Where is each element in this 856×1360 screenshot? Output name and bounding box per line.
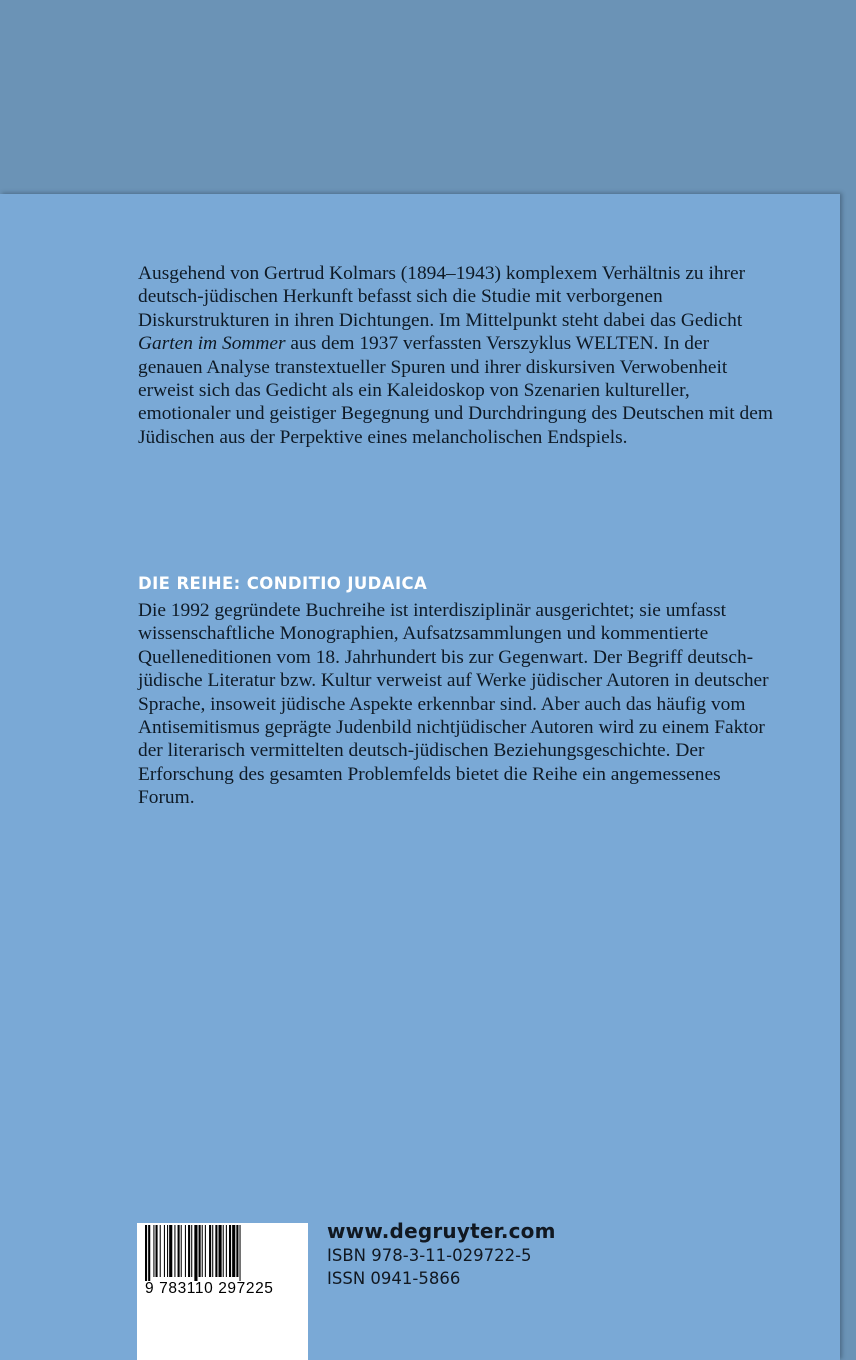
barcode-bar bbox=[226, 1225, 227, 1277]
barcode-bar bbox=[188, 1225, 190, 1277]
barcode-bar bbox=[209, 1225, 211, 1277]
barcode-bar bbox=[156, 1225, 158, 1277]
barcode-bars bbox=[137, 1223, 308, 1283]
series-description: Die 1992 gegründete Buchreihe ist interdisziplinär ausgerichtet; sie umfasst wissenschaftliche Monographien, Aufsatzsammlungen und kommentierte Quelleneditionen vom 18. Jahrhundert bis zur Gegenwart. Der Begriff deutsch-jüdische Literatur bzw. Kultur verweist auf Werke jüdischer Autoren in deutscher Sprache, insoweit jüdische Aspekte erkennbar sind. Aber auch das häufig vom Antisemitismus geprägte Judenbild nichtjüdischer Autoren wird zu einem Faktor der literarisch vermittelten deutsch-jüdischen Beziehungsgeschichte. Der Erforschung des gesamten Problemfelds bietet die Reihe ein angemessenes Forum. bbox=[138, 600, 769, 809]
barcode-bar bbox=[160, 1225, 161, 1277]
isbn-line: ISBN 978-3-11-029722-5 bbox=[327, 1246, 532, 1265]
barcode-bar bbox=[212, 1225, 213, 1277]
barcode-bar bbox=[223, 1225, 224, 1277]
barcode-bar bbox=[229, 1225, 231, 1277]
barcode-bar bbox=[169, 1225, 172, 1277]
barcode-bar bbox=[191, 1225, 192, 1277]
publisher-info bbox=[327, 1218, 556, 1290]
barcode-bar bbox=[185, 1225, 186, 1277]
barcode-number: 9 783110 297225 bbox=[145, 1280, 274, 1297]
barcode-bar bbox=[174, 1225, 175, 1277]
blurb-text-part2: aus dem 1937 verfassten Verszyklus WELTEN. In der genauen Analyse transtextueller Spuren und ihrer diskursiven Verwobenheit erweist sich das Gedicht als ein Kaleidoskop von Szenarien kultureller, emotionaler und geistiger Begegnung und Durchdringung des Deutschen mit dem Jüdischen aus der Perpektive eines melancholischen Endspiels. bbox=[138, 333, 773, 448]
issn-line: ISSN 0941-5866 bbox=[327, 1269, 461, 1288]
barcode-bar bbox=[181, 1225, 182, 1277]
barcode-bar bbox=[205, 1225, 206, 1277]
barcode-bar bbox=[232, 1225, 235, 1277]
barcode-bar bbox=[236, 1225, 238, 1277]
barcode bbox=[137, 1223, 308, 1360]
barcode-bar bbox=[145, 1225, 147, 1281]
barcode-bar bbox=[167, 1225, 168, 1277]
barcode-bar bbox=[178, 1225, 180, 1277]
barcode-bar bbox=[199, 1225, 201, 1277]
barcode-bar bbox=[164, 1225, 165, 1277]
blurb-paragraph bbox=[138, 262, 778, 449]
barcode-bar bbox=[153, 1225, 154, 1277]
poem-title: Garten im Sommer bbox=[138, 333, 286, 355]
barcode-bar bbox=[202, 1225, 203, 1277]
series-heading: DIE REIHE: CONDITIO JUDAICA bbox=[138, 574, 428, 593]
publisher-url: www.degruyter.com bbox=[327, 1219, 556, 1243]
barcode-bar bbox=[240, 1225, 241, 1281]
barcode-bar bbox=[148, 1225, 150, 1281]
barcode-bar bbox=[215, 1225, 217, 1277]
blurb-text-part1: Ausgehend von Gertrud Kolmars (1894–1943) komplexem Verhältnis zu ihrer deutsch-jüdischen Herkunft befasst sich die Studie mit verborgenen Diskurstrukturen in ihren Dichtungen. Im Mittelpunkt steht dabei das Gedicht bbox=[138, 263, 746, 331]
barcode-bar bbox=[194, 1225, 197, 1281]
barcode-bar bbox=[219, 1225, 222, 1277]
